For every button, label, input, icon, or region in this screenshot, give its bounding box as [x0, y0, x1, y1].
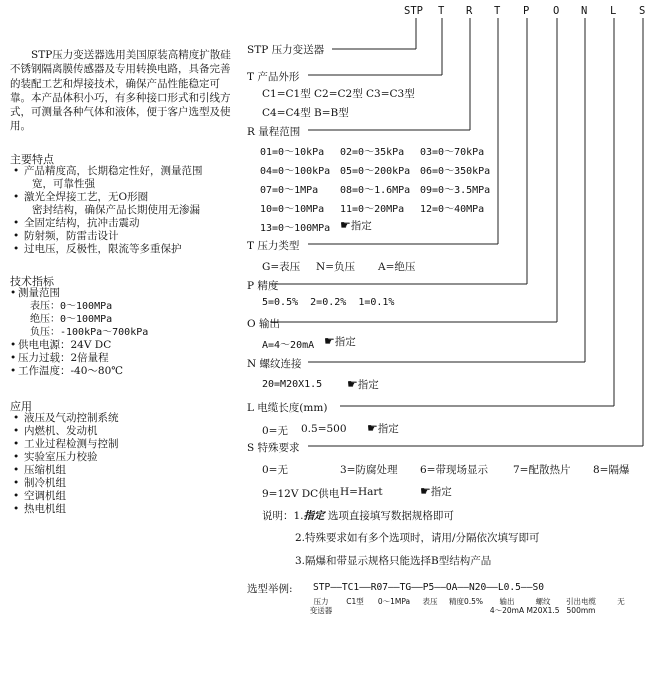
range-opt: 11=0～20MPa	[340, 204, 405, 215]
pointing-hand-icon: ☛	[340, 218, 351, 232]
example-part: C1型	[346, 597, 364, 606]
specs-list	[10, 287, 235, 378]
feature-item: • 过电压，反极性，限流等多重保护	[13, 243, 182, 255]
range-opt: 13=0～100MPa	[260, 223, 331, 234]
range-title: R 量程范围	[247, 126, 301, 138]
special-opt: 8=隔爆	[593, 464, 630, 476]
special-opt: 7=配散热片	[513, 464, 571, 476]
range-opt: 09=0～3.5MPa	[420, 185, 491, 196]
shape-opt: B=B型	[314, 107, 349, 119]
app-item: • 制冷机组	[13, 477, 66, 489]
accuracy-opts: 5=0.5% 2=0.2% 1=0.1%	[262, 297, 395, 308]
range-opt: 07=0～1MPa	[260, 185, 319, 196]
apps-list	[10, 412, 235, 516]
header-t2: T	[494, 5, 501, 17]
output-custom: ☛指定	[324, 334, 356, 348]
shape-opt: C4=C4型	[262, 107, 311, 119]
spec-range-line: 表压：0～100MPa	[30, 301, 113, 312]
special-title: S 特殊要求	[247, 442, 300, 454]
shape-opt: C2=C2型	[314, 88, 363, 100]
special-opt: 9=12V DC供电	[262, 488, 340, 500]
intro-paragraph: STP压力变送器选用美国原装高精度扩散硅不锈钢隔离膜传感器及专用转换电路，具备完善的装配工艺和焊接技术，确保产品性能稳定可靠。本产品体积小巧，有多种接口形式和引线方式，可测量各种气体和液体，便于客户选型及使用。	[10, 49, 231, 133]
features-list	[10, 165, 235, 256]
app-item: • 压缩机组	[13, 464, 66, 476]
range-opt: 06=0～350kPa	[420, 166, 491, 177]
thread-custom: ☛指定	[347, 377, 379, 391]
special-opt: 0=无	[262, 464, 288, 476]
note-emphasis: 指定	[303, 510, 325, 522]
cable-custom: ☛指定	[367, 421, 399, 435]
note-1: 说明：1.指定 选项直接填写数据规格即可	[262, 510, 454, 522]
example-part: 0～1MPa	[377, 597, 411, 606]
pressure-type-opt: A=绝压	[378, 261, 416, 273]
range-opt: 01=0～10kPa	[260, 147, 325, 158]
header-n: N	[581, 5, 588, 17]
header-stp: STP	[404, 5, 423, 17]
special-opt: 3=防腐处理	[340, 464, 398, 476]
pointing-hand-icon: ☛	[420, 484, 431, 498]
features-title: 主要特点	[10, 153, 54, 166]
feature-item: • 产品精度高，长期稳定性好，测量范围	[13, 165, 203, 177]
header-o: O	[553, 5, 560, 17]
example-part: 压力 变送器	[309, 597, 333, 615]
range-opt: 12=0～40MPa	[420, 204, 485, 215]
app-item: • 液压及气动控制系统	[13, 412, 119, 424]
example-part: 引出电缆 500mm	[566, 597, 596, 615]
note-2: 2.特殊要求如有多个选项时，请用/分隔依次填写即可	[295, 532, 540, 544]
feature-item: • 防射频，防雷击设计	[13, 230, 119, 242]
output-opt: A=4～20mA	[262, 340, 315, 351]
feature-item-cont: 密封结构，确保产品长期使用无渗漏	[32, 204, 200, 216]
header-l: L	[610, 5, 617, 17]
stp-label: STP 压力变送器	[247, 44, 325, 56]
shape-title: T 产品外形	[247, 71, 300, 83]
app-item: • 工业过程检测与控制	[13, 438, 119, 450]
shape-opt: C1=C1型	[262, 88, 311, 100]
app-item: • 实验室压力校验	[13, 451, 98, 463]
app-item: • 内燃机、发动机	[13, 425, 98, 437]
apps-title: 应用	[10, 400, 32, 413]
cable-opt: 0=无	[262, 425, 288, 437]
pointing-hand-icon: ☛	[347, 377, 358, 391]
app-item: • 空调机组	[13, 490, 66, 502]
thread-title: N 螺纹连接	[247, 358, 302, 370]
special-custom: ☛指定	[420, 484, 452, 498]
range-opt: 04=0～100kPa	[260, 166, 331, 177]
pointing-hand-icon: ☛	[324, 334, 335, 348]
spec-item: • 供电电源：24V DC	[10, 339, 112, 351]
special-opt: 6=带现场显示	[420, 464, 488, 476]
special-opt: H=Hart	[340, 486, 383, 498]
range-opt: 08=0～1.6MPa	[340, 185, 411, 196]
spec-range-line: 绝压：0～100MPa	[30, 314, 113, 325]
example-part: 螺纹 M20X1.5	[526, 597, 560, 615]
range-opt: 10=0～10MPa	[260, 204, 325, 215]
pointing-hand-icon: ☛	[367, 421, 378, 435]
example-code: STP——TC1——R07——TG——P5——OA——N20——L0.5——S0	[313, 582, 545, 593]
range-opt: 05=0～200kPa	[340, 166, 411, 177]
note-3: 3.隔爆和带显示规格只能选择B型结构产品	[295, 555, 492, 567]
header-r: R	[466, 5, 473, 17]
example-part: 精度0.5%	[448, 597, 484, 606]
header-s: S	[639, 5, 646, 17]
shape-opt: C3=C3型	[366, 88, 415, 100]
feature-item-cont: 宽，可靠性强	[32, 178, 95, 190]
spec-item: • 压力过载：2倍量程	[10, 352, 109, 364]
spec-item: • 工作温度：-40～80℃	[10, 365, 124, 377]
pressure-type-title: T 压力类型	[247, 240, 300, 252]
range-opt: 03=0～70kPa	[420, 147, 485, 158]
spec-range: • 测量范围	[10, 287, 60, 299]
thread-opt: 20=M20X1.5	[262, 379, 323, 390]
range-custom: ☛指定	[340, 218, 372, 232]
range-opt: 02=0～35kPa	[340, 147, 405, 158]
pressure-type-opt: N=负压	[316, 261, 355, 273]
output-title: O 输出	[247, 318, 280, 330]
example-label: 选型举例:	[247, 583, 293, 595]
example-part: 无	[617, 597, 625, 606]
cable-title: L 电缆长度(mm)	[247, 402, 328, 414]
feature-item: • 激光全焊接工艺，无O形圈	[13, 191, 149, 203]
app-item: • 热电机组	[13, 503, 66, 515]
header-t: T	[438, 5, 445, 17]
header-p: P	[523, 5, 530, 17]
specs-title: 技术指标	[10, 275, 54, 288]
spec-range-line: 负压：-100kPa～700kPa	[30, 327, 149, 338]
feature-item: • 全固定结构，抗冲击震动	[13, 217, 140, 229]
cable-opt: 0.5=500	[301, 423, 347, 435]
example-part: 输出 4～20mA	[489, 597, 525, 615]
accuracy-title: P 精度	[247, 280, 279, 292]
pressure-type-opt: G=表压	[262, 261, 301, 273]
example-part: 表压	[422, 597, 438, 606]
